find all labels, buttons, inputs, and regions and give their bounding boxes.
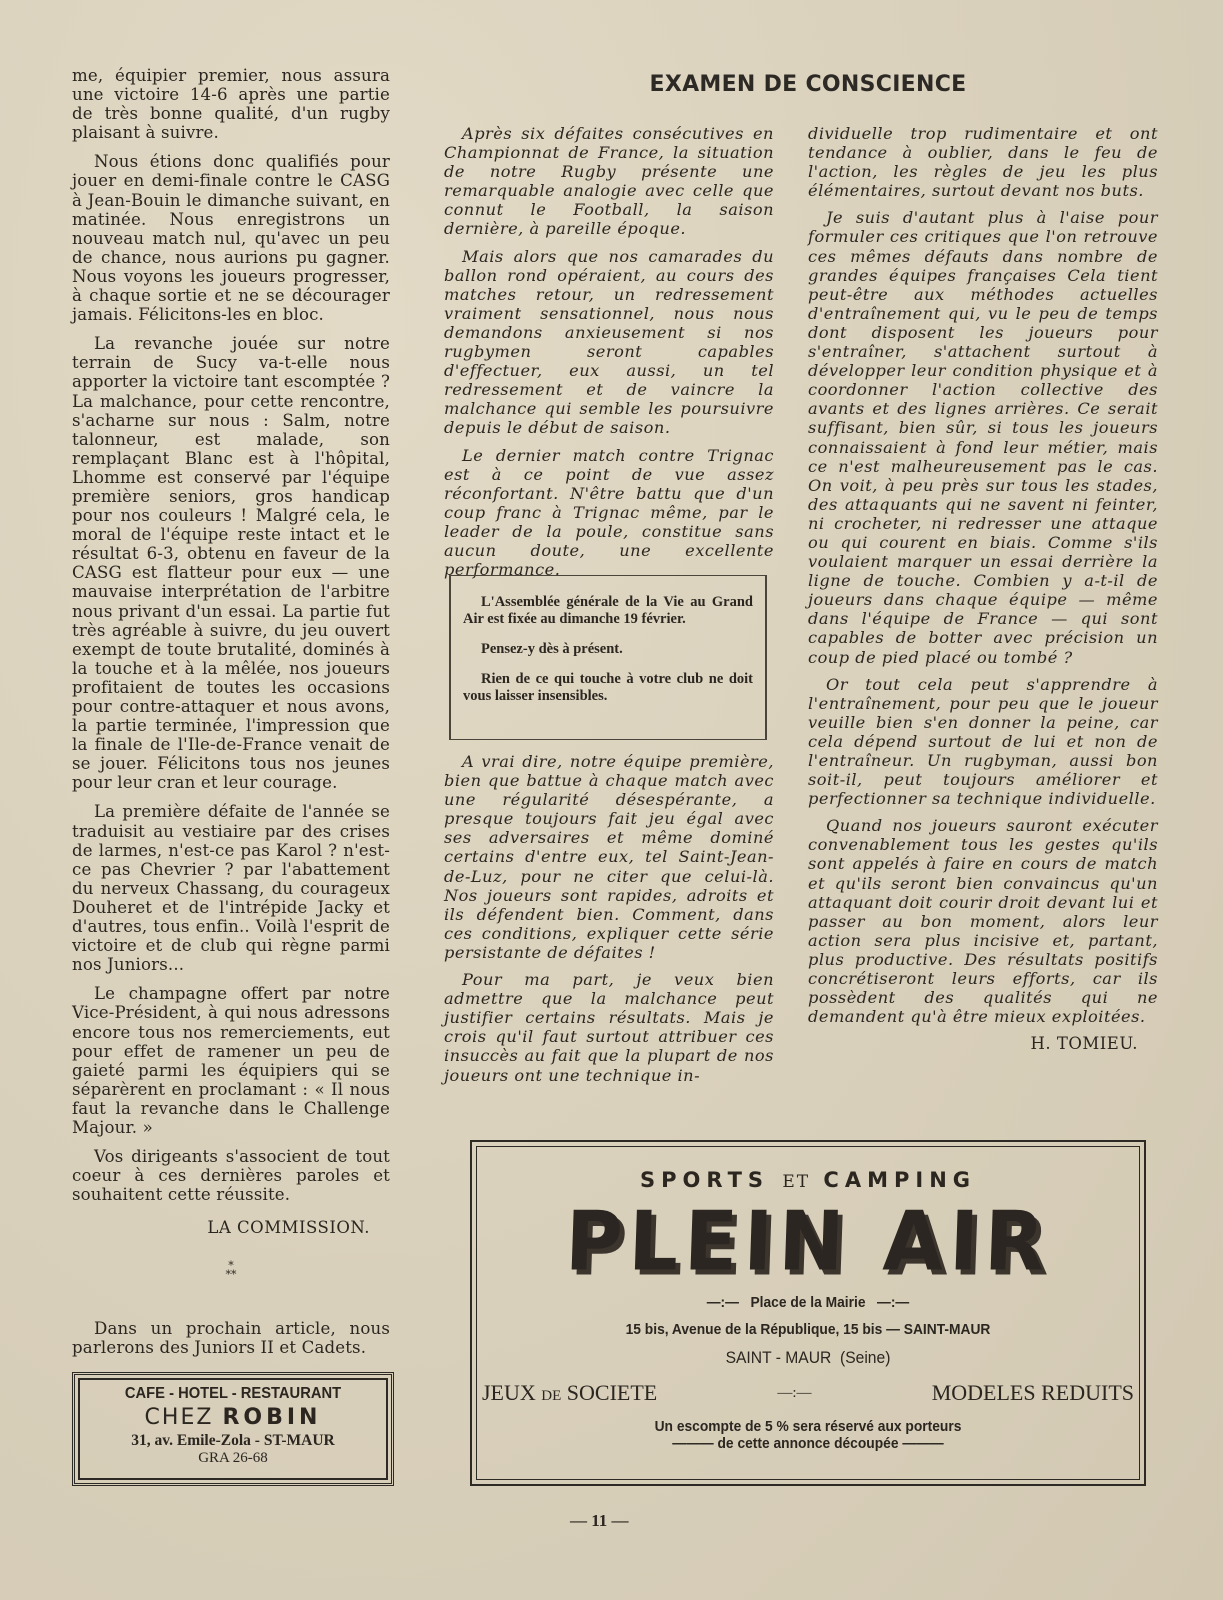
paragraph: Nous étions donc qualifiés pour jouer en demi-finale contre le CASG à Jean-Bouin le dimanche suivant, en matinée. Nous enregistrons un nouveau match nul, qu'avec un peu de chance, nous aurions pu gagner. Nous voyons les joueurs progresser, à chaque sortie et ne se décourager jamais. Félicitons-les en bloc.: [72, 152, 390, 325]
paragraph: Quand nos joueurs sauront exécuter convenablement tous les gestes qu'ils sont appelés à faire en cours de match et qu'ils seront bien convaincus qu'un attaquant doit courir droit devant lui et passer au bon moment, alors leur action sera plus incisive et, partant, plus productive. Des résultats positifs concrétiseront leurs efforts, car ils possèdent des qualités qui ne demandent qu'à être mieux exploitées.: [808, 816, 1158, 1027]
chez-robin-advertisement: [72, 1372, 394, 1486]
article-title: EXAMEN DE CONSCIENCE: [649, 72, 967, 97]
paragraph: A vrai dire, notre équipe première, bien que battue à chaque match avec une régularité désespérante, a presque toujours fait jeu égal avec ses adversaires et même dominé certains d'entre eux, tel Saint-Jean-de-Luz, pour ne citer que celui-là. Nos joueurs sont rapides, adroits et ils défendent bien. Comment, dans ces conditions, expliquer cette série persistante de défaites !: [444, 752, 774, 962]
paragraph: Le dernier match contre Trignac est à ce point de vue assez réconfortant. N'être battu que d'un coup franc à Trignac même, par le leader de la poule, constitue sans aucun doute, une excellente performance.: [444, 445, 774, 580]
plein-air-advertisement: [470, 1140, 1146, 1486]
main-article-column-b: [808, 124, 1158, 1053]
ad-tagline-camping: CAMPING: [823, 1168, 976, 1192]
ad-product-models: MODELES REDUITS: [931, 1380, 1134, 1405]
ad-tagline-et: ET: [782, 1172, 811, 1192]
paragraph: Mais alors que nos camarades du ballon rond opéraient, au cours des matches retour, un redressement vraiment sensationnel, nous nous demandons anxieusement si nos rugbymen seront capables d'effectuer, eux aussi, un tel redressement et de vaincre la malchance qui semble les poursuivre depuis le début de saison.: [444, 246, 774, 438]
assembly-notice-box: [449, 575, 767, 740]
author-signature: H. TOMIEU.: [1030, 1034, 1138, 1054]
main-article-column-a-continued: [444, 752, 774, 1093]
ad-product-games-word3: SOCIETE: [566, 1380, 658, 1405]
paragraph: Vos dirigeants s'associent de tout coeur à ces dernières paroles et souhaitent cette réussite.: [72, 1147, 390, 1205]
ad-address: 15 bis, Avenue de la République, 15 bis — SAINT-MAUR: [625, 1321, 991, 1338]
ad-phone: GRA 26-68: [198, 1450, 268, 1466]
main-article-column-a: [444, 124, 774, 587]
notice-paragraph: L'Assemblée générale de la Vie au Grand Air est fixée au dimanche 19 février.: [463, 594, 753, 627]
ad-category: CAFE - HOTEL - RESTAURANT: [124, 1385, 342, 1402]
ad-product-games: [482, 1380, 657, 1406]
paragraph: La revanche jouée sur notre terrain de Sucy va-t-elle nous apporter la victoire tant escomptée ? La malchance, pour cette rencontre, s'acharne sur nous : Salm, notre talonneur, est malade, son remplaçant Blanc est à l'hôpital, Lhomme est conservé par l'équipe première seniors, gros handicap pour nos couleurs ! Malgré cela, le moral de l'équipe reste intact et le résultat 6-3, obtenu en faveur de la CASG est flatteur pour eux — une mauvaise interprétation de l'arbitre nous privant d'un essai. La partie fut très agréable à suivre, du jeu ouvert exempt de toute brutalité, dominés à la touche et à la mêlée, nos joueurs profitaient de toutes les occasions pour contre-attaquer et nous avons, la partie terminée, l'impression que la finale de l'Ile-de-France venait de se jouer. Félicitons tous nos jeunes pour leur cran et leur courage.: [72, 334, 390, 793]
paragraph: La première défaite de l'année se traduisit au vestiaire par des crises de larmes, n'est-ce pas Karol ? n'est-ce pas Chevrier ? par l'abattement du nerveux Chassang, du courageux Douheret et de l'intrépide Jacky et d'autres, tous enfin.. Voilà l'esprit de victoire et de club qui règne parmi nos Juniors...: [72, 802, 390, 975]
ad-address: 31, av. Emile-Zola - ST-MAUR: [131, 1432, 335, 1449]
ad-products-separator: —:—: [777, 1384, 812, 1401]
asterism-separator: * **: [225, 1259, 237, 1282]
plein-air-logo: PLEIN AIR: [563, 1194, 1053, 1290]
ad-discount-line2: ——— de cette annonce découpée ———: [672, 1435, 944, 1452]
paragraph: Pour ma part, je veux bien admettre que la malchance peut justifier certains résultats. Mais je crois qu'il faut surtout attribuer ces insuccès au fait que la plupart de nos joueurs ont une technique in-: [444, 970, 774, 1085]
paragraph: Je suis d'autant plus à l'aise pour formuler ces critiques que l'on retrouve ces mêmes défauts dans nombre de grandes équipes françaises Cela tient peut-être aux méthodes actuelles d'entraînement qui, vu le peu de temps dont disposent les joueurs pour s'entraîner, s'attachent surtout à développer leur condition physique et à coordonner l'action collective des avants et des lignes arrières. Ce serait suffisant, bien sûr, si tous les joueurs connaissaient à fond leur métier, mais ce n'est malheureusement pas le cas. On voit, à peu près sur tous les stades, des attaquants qui ne savent ni feinter, ni crocheter, ni redresser une attaque ou qui courent en biais. Comme s'ils voulaient marquer un essai derrière la ligne de touche. Combien y a-t-il de joueurs dans chaque équipe — même dans l'équipe de France — qui sont capables de botter avec précision un coup de pied placé ou tombé ?: [808, 208, 1158, 667]
ad-tagline-sports: SPORTS: [640, 1168, 770, 1192]
paragraph: me, équipier premier, nous assura une victoire 14-6 après une partie de très bonne qualité, d'un rugby plaisant à suivre.: [72, 66, 390, 143]
paragraph: dividuelle trop rudimentaire et ont tendance à oublier, dans le feu de l'action, les règles de jeu les plus élémentaires, surtout devant nos buts.: [808, 124, 1158, 201]
ad-place: —:— Place de la Mairie —:—: [706, 1294, 910, 1311]
paragraph: Le champagne offert par notre Vice-Président, à qui nous adressons encore tous nos remerciements, eut pour effet de ramener un peu de gaieté parmi les équipiers qui se séparèrent en proclamant : « Il nous faut la revanche dans le Challenge Majour. »: [72, 984, 390, 1137]
notice-paragraph: Rien de ce qui touche à votre club ne doit vous laisser insensibles.: [463, 671, 753, 704]
page-number: — 11 —: [570, 1511, 629, 1530]
paragraph: Après six défaites consécutives en Championnat de France, la situation de notre Rugby présente une remarquable analogie avec celle que connut le Football, la saison dernière, à pareille époque.: [444, 124, 774, 239]
paragraph: Or tout cela peut s'apprendre à l'entraînement, pour peu que le joueur veuille bien s'en donner la peine, car cela dépend surtout de lui et non de l'entraîneur. Un rugbyman, aussi bon soit-il, peut toujours améliorer et perfectionner sa technique individuelle.: [808, 674, 1158, 809]
commission-signature: LA COMMISSION.: [207, 1218, 370, 1238]
ad-name: ROBIN: [222, 1405, 322, 1430]
ad-tagline: [472, 1168, 1144, 1192]
ad-city: SAINT - MAUR (Seine): [725, 1348, 891, 1367]
notice-paragraph: Pensez-y dès à présent.: [481, 641, 623, 657]
ad-discount-line1: Un escompte de 5 % sera réservé aux porteurs: [654, 1418, 962, 1435]
ad-product-games-word1: JEUX: [482, 1380, 536, 1405]
ad-name-prefix: CHEZ: [144, 1405, 214, 1430]
ad-products-row: [482, 1380, 1134, 1406]
ad-product-games-word2: DE: [541, 1388, 562, 1404]
ad-business-name: [75, 1405, 391, 1430]
closing-note: Dans un prochain article, nous parlerons des Juniors II et Cadets.: [72, 1319, 390, 1358]
left-article-column: [72, 66, 390, 1368]
